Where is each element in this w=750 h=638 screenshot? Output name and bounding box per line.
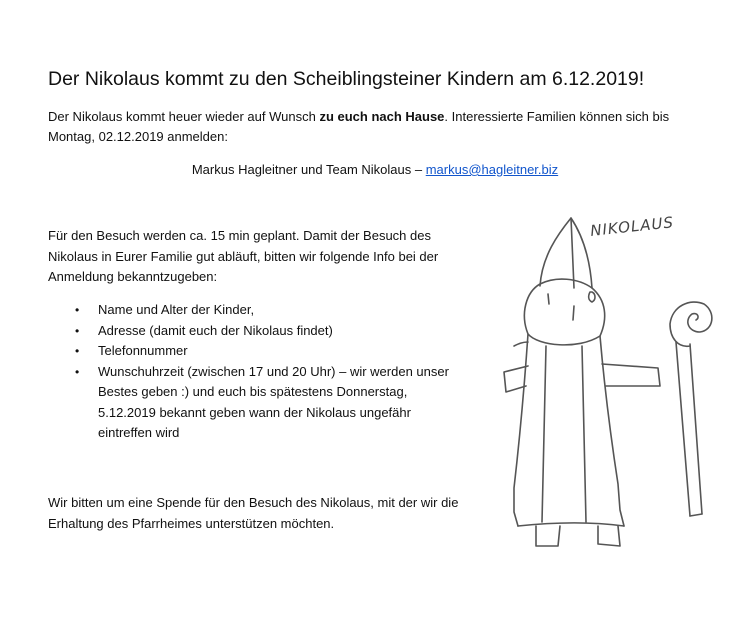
list-item-text: Telefonnummer bbox=[98, 343, 188, 358]
intro-text-2: . Interessierte Familien können sich bis Montag, 02.12.2019 anmelden: bbox=[48, 109, 670, 144]
legs-icon bbox=[536, 526, 620, 546]
drawing-label: NIKOLAUS bbox=[589, 213, 675, 240]
nikolaus-drawing bbox=[478, 196, 746, 576]
list-item-text: Wunschuhrzeit (zwischen 17 und 20 Uhr) – wir werden unser Bestes geben :) und euch bis spätestens Donnerstag, 5.12.2019 bekannt geben wann der Nikolaus ungefähr eintreffen wird bbox=[98, 363, 449, 440]
list-item bbox=[48, 362, 468, 444]
visit-paragraph: Für den Besuch werden ca. 15 min geplant. Damit der Besuch des Nikolaus in Eurer Familie gut abläuft, bitten wir folgende Info bei der Anmeldung bekanntzugeben: bbox=[48, 228, 439, 284]
mitre-icon bbox=[540, 218, 592, 288]
email-link[interactable]: markus@hagleitner.biz bbox=[425, 162, 559, 177]
list-item bbox=[48, 321, 468, 342]
robe-icon bbox=[514, 334, 624, 526]
intro-text-1: Der Nikolaus kommt heuer wieder auf Wunsch bbox=[48, 109, 320, 124]
list-item bbox=[48, 300, 468, 321]
page-title: Der Nikolaus kommt zu den Scheiblingsteiner Kindern am 6.12.2019! bbox=[48, 68, 645, 90]
bullet-icon: • bbox=[75, 364, 80, 379]
list-item bbox=[48, 341, 468, 362]
bullet-icon: • bbox=[75, 344, 80, 358]
list-item-text: Adresse (damit euch der Nikolaus findet) bbox=[98, 322, 333, 338]
face-icon bbox=[524, 284, 604, 345]
intro-bold-text: zu euch nach Hause bbox=[319, 109, 445, 124]
list-item-text: Name und Alter der Kinder, bbox=[98, 302, 255, 317]
info-list bbox=[48, 300, 468, 444]
contact-line bbox=[0, 160, 750, 180]
bullet-icon: • bbox=[75, 323, 80, 338]
bullet-icon: • bbox=[75, 303, 80, 317]
intro-paragraph bbox=[48, 107, 698, 147]
donation-paragraph: Wir bitten um eine Spende für den Besuch des Nikolaus, mit der wir die Erhaltung des Pfarrheimes unterstützen möchten. bbox=[48, 495, 459, 531]
crozier-icon bbox=[670, 302, 712, 516]
contact-text: Markus Hagleitner und Team Nikolaus – bbox=[191, 162, 426, 177]
